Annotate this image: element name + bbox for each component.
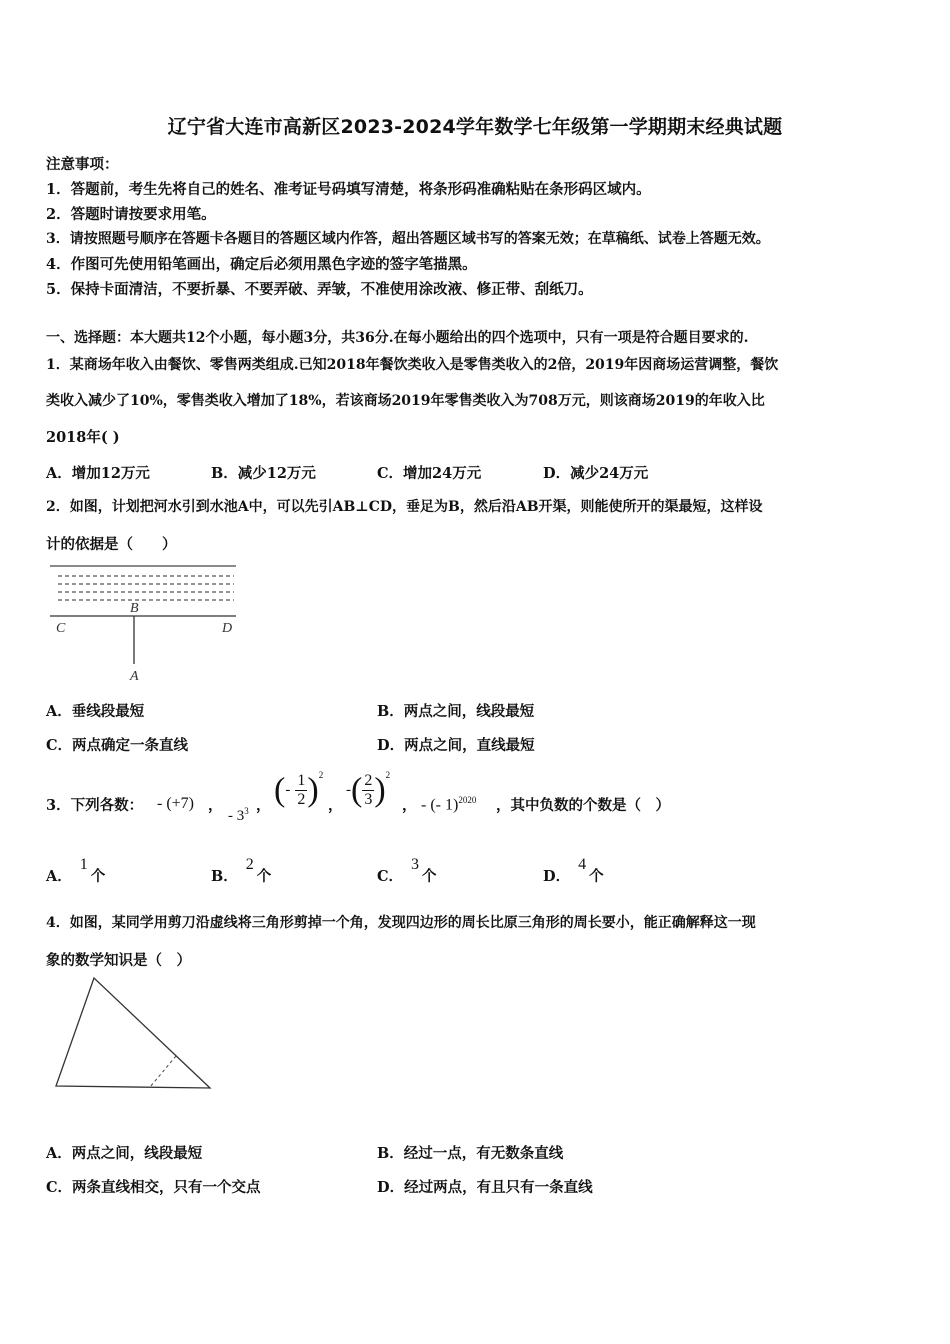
q2-option-a[interactable]: A．垂线段最短	[46, 703, 145, 720]
q4-option-d[interactable]: D．经过两点，有且只有一条直线	[377, 1179, 593, 1196]
q1-text-line3: 2018年( )	[46, 429, 120, 446]
q3-suffix: ，其中负数的个数是（ ）	[496, 797, 670, 814]
q3-number-1: - (+7)	[157, 795, 195, 812]
q3-number-2: - $3^3$	[228, 806, 249, 824]
q2-text-line2: 计的依据是（ ）	[46, 536, 177, 553]
q1-option-a[interactable]: A．增加12万元	[46, 465, 150, 482]
q3-option-a[interactable]: A．1个	[46, 856, 106, 885]
q2-option-b[interactable]: B．两点之间，线段最短	[377, 703, 535, 720]
q1-option-d[interactable]: D．减少24万元	[543, 465, 649, 482]
cut-triangle-figure	[50, 972, 218, 1094]
q4-text-line2: 象的数学知识是（ ）	[46, 952, 191, 969]
q3-prefix: 3．下列各数：	[46, 797, 144, 814]
fig-label-b: B	[130, 601, 139, 616]
page-title: 辽宁省大连市高新区2023-2024学年数学七年级第一学期期末经典试题	[167, 116, 783, 138]
fig-label-c: C	[56, 621, 66, 636]
notes-heading: 注意事项：	[46, 156, 119, 173]
q4-option-a[interactable]: A．两点之间，线段最短	[46, 1145, 203, 1162]
q3-option-b[interactable]: B．2个	[211, 856, 272, 885]
q1-text-line2: 类收入减少了10%，零售类收入增加了18%，若该商场2019年零售类收入为708万元，则该商场2019的年收入比	[46, 393, 765, 409]
fig-label-d: D	[222, 621, 233, 636]
q1-option-b[interactable]: B．减少12万元	[211, 465, 316, 482]
q1-option-c[interactable]: C．增加24万元	[377, 465, 482, 482]
note-item-1: 1．答题前，考生先将自己的姓名、准考证号码填写清楚，将条形码准确粘贴在条形码区域内。	[46, 181, 651, 198]
q2-option-d[interactable]: D．两点之间，直线最短	[377, 737, 535, 754]
q4-option-b[interactable]: B．经过一点，有无数条直线	[377, 1145, 564, 1162]
q3-number-3: (- $\frac{1}{2}$ )$^2$	[274, 770, 324, 809]
note-item-5: 5．保持卡面清洁，不要折暴、不要弄破、弄皱，不准使用涂改液、修正带、刮纸刀。	[46, 281, 593, 298]
q3-option-c[interactable]: C．3个	[377, 856, 437, 885]
river-canal-figure	[44, 560, 240, 686]
q2-option-c[interactable]: C．两点确定一条直线	[46, 737, 189, 754]
q3-option-d[interactable]: D．4个	[543, 856, 604, 885]
q3-number-5: - (- 1)$^{2020}$	[421, 795, 477, 814]
q4-option-c[interactable]: C．两条直线相交，只有一个交点	[46, 1179, 261, 1196]
q2-text-line1: 2．如图，计划把河水引到水池A中，可以先引AB⊥CD，垂足为B，然后沿AB开渠，则能使所开的渠最短，这样设	[46, 499, 763, 515]
note-item-2: 2．答题时请按要求用笔。	[46, 206, 216, 223]
fig-label-a: A	[130, 669, 139, 684]
section-heading: 一、选择题：本大题共12个小题，每小题3分，共36分.在每小题给出的四个选项中，只有一项是符合题目要求的.	[46, 330, 749, 346]
note-item-3: 3．请按照题号顺序在答题卡各题目的答题区域内作答，超出答题区域书写的答案无效；在草稿纸、试卷上答题无效。	[46, 231, 770, 247]
note-item-4: 4．作图可先使用铅笔画出，确定后必须用黑色字迹的签字笔描黑。	[46, 256, 477, 273]
q3-number-4: -( $\frac{2}{3}$ )$^2$	[346, 770, 391, 809]
q4-text-line1: 4．如图，某同学用剪刀沿虚线将三角形剪掉一个角，发现四边形的周长比原三角形的周长要小，能正确解释这一现	[46, 915, 756, 931]
q1-text-line1: 1．某商场年收入由餐饮、零售两类组成.已知2018年餐饮类收入是零售类收入的2倍，2019年因商场运营调整，餐饮	[46, 357, 779, 373]
